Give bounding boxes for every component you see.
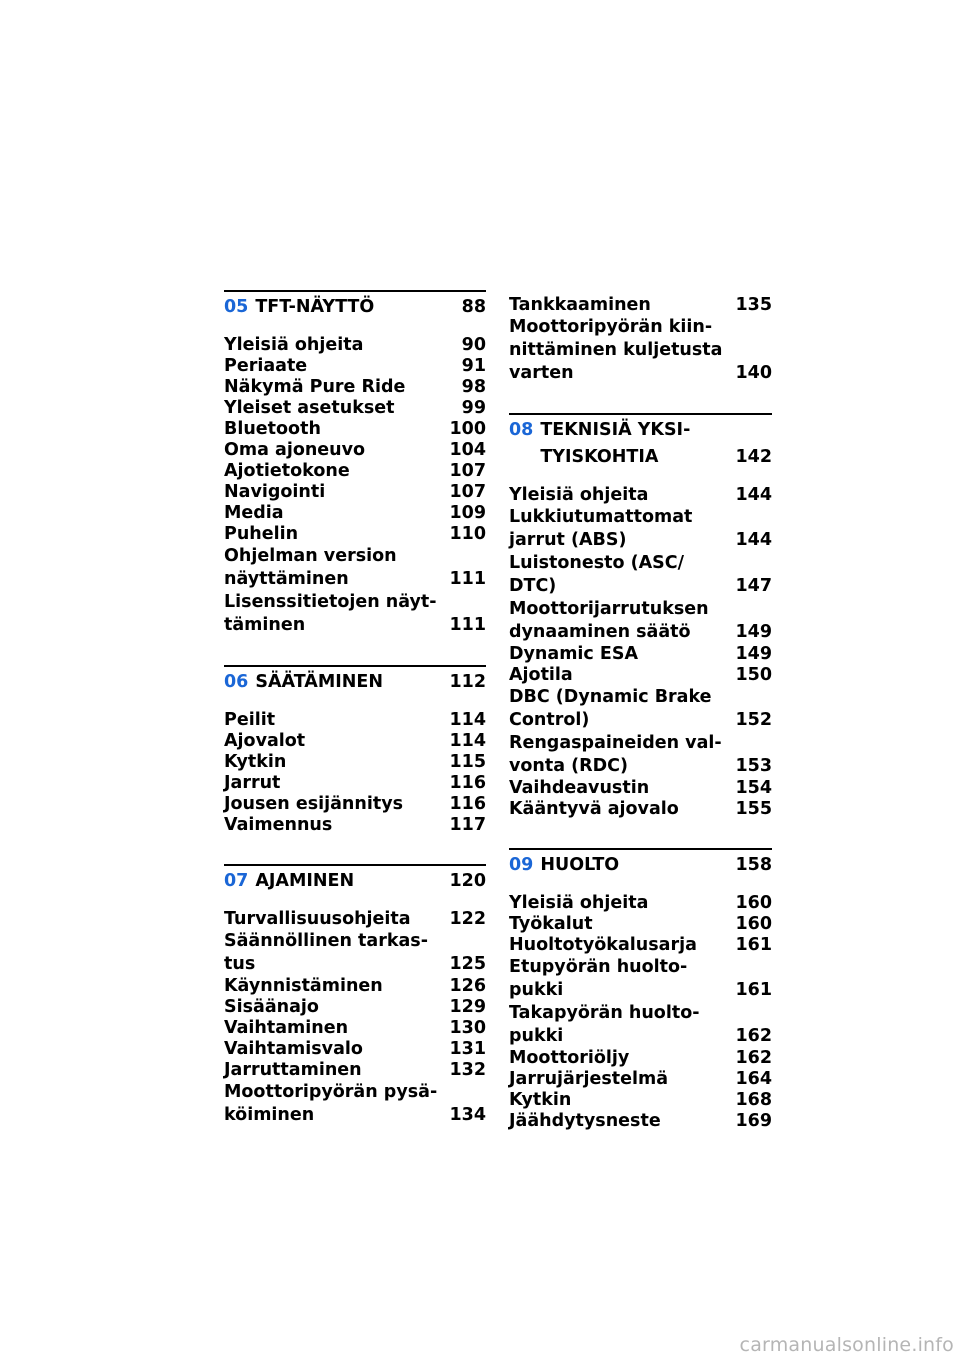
- toc-entry: [224, 731, 486, 752]
- continued-entries: [509, 290, 772, 385]
- section-spacer: [224, 637, 486, 665]
- toc-entry: [509, 935, 772, 956]
- toc-entry: [509, 1069, 772, 1090]
- section-spacer: [509, 820, 772, 848]
- toc-entry-page: 109: [449, 503, 486, 523]
- toc-entry: [509, 295, 772, 316]
- toc-entry: [224, 1039, 486, 1060]
- toc-entry: [224, 930, 486, 976]
- section-heading: [224, 292, 486, 318]
- toc-entry-title: Näkymä Pure Ride: [224, 377, 406, 397]
- toc-entry: [224, 752, 486, 773]
- toc-entry-page: 116: [449, 773, 486, 793]
- toc-left-column: [224, 290, 486, 1127]
- toc-entry-page: 111: [449, 615, 486, 635]
- toc-entry-page: 117: [449, 815, 486, 835]
- toc-entry-page: 140: [735, 363, 772, 383]
- toc-entry-page: 122: [449, 909, 486, 929]
- toc-entry: [224, 1060, 486, 1081]
- heading-spacer: [224, 318, 486, 335]
- section-title-line: TEKNISIÄ YKSI-: [540, 420, 691, 440]
- heading-spacer: [509, 876, 772, 893]
- toc-entry-title: Moottoriöljy: [509, 1048, 630, 1068]
- section-heading-label: [224, 871, 354, 892]
- toc-entry: [224, 398, 486, 419]
- toc-entry: [224, 976, 486, 997]
- toc-entry-page: 99: [461, 398, 486, 418]
- toc-entry: [224, 419, 486, 440]
- toc-entry-page: 162: [735, 1026, 772, 1046]
- toc-entry-title: Turvallisuusohjeita: [224, 909, 411, 929]
- section-heading-label: [509, 855, 619, 876]
- toc-entry-page: 116: [449, 794, 486, 814]
- toc-entry: [224, 335, 486, 356]
- toc-entry: [224, 524, 486, 545]
- toc-entry: [224, 997, 486, 1018]
- toc-entry-page: 114: [449, 731, 486, 751]
- toc-entry-page: 126: [449, 976, 486, 996]
- section-page: 120: [449, 871, 486, 891]
- toc-entry-page: 110: [449, 524, 486, 544]
- section-heading-label: [224, 297, 374, 318]
- toc-entry-page: 149: [735, 622, 772, 642]
- toc-entry-title: DBC (Dynamic Brake Control): [509, 687, 712, 730]
- toc-right-column: [509, 290, 772, 1132]
- toc-entry-page: 160: [735, 893, 772, 913]
- section-number: 06: [224, 672, 249, 692]
- toc-entry-title: Kytkin: [224, 752, 287, 772]
- section-page: 88: [461, 297, 486, 317]
- toc-entry-title: Takapyörän huolto- pukki: [509, 1003, 700, 1046]
- toc-entry: [224, 909, 486, 930]
- toc-entry-title: Jäähdytysneste: [509, 1111, 661, 1131]
- toc-entry-page: 98: [461, 377, 486, 397]
- toc-entry-page: 104: [449, 440, 486, 460]
- toc-entry: [509, 665, 772, 686]
- toc-entry-page: 135: [735, 295, 772, 315]
- toc-entry: [224, 773, 486, 794]
- toc-entry: [509, 316, 772, 385]
- toc-entry-page: 134: [449, 1105, 486, 1125]
- toc-entry-title: Rengaspaineiden val- vonta (RDC): [509, 733, 722, 776]
- toc-entry-title: Etupyörän huolto- pukki: [509, 957, 688, 1000]
- toc-entry-page: 144: [735, 530, 772, 550]
- toc-entry-title: Periaate: [224, 356, 308, 376]
- toc-entry-title: Oma ajoneuvo: [224, 440, 366, 460]
- section-page: 112: [449, 672, 486, 692]
- section-title: [540, 855, 619, 876]
- toc-entry-title: Käynnistäminen: [224, 976, 383, 996]
- toc-entry-page: 160: [735, 914, 772, 934]
- toc-entry-page: 152: [735, 710, 772, 730]
- toc-entry-page: 144: [735, 485, 772, 505]
- section-spacer: [224, 836, 486, 864]
- toc-entry: [509, 686, 772, 732]
- toc-entry: [509, 732, 772, 778]
- toc-entry-title: Ajotila: [509, 665, 573, 685]
- toc-entry: [224, 1018, 486, 1039]
- toc-entry-title: Moottoripyörän kiin- nittäminen kuljetusta varten: [509, 317, 723, 383]
- toc-entry-page: 161: [735, 935, 772, 955]
- section-title-line: HUOLTO: [540, 855, 620, 875]
- toc-entry-page: 150: [735, 665, 772, 685]
- toc-entry-title: Vaimennus: [224, 815, 333, 835]
- toc-entry-page: 132: [449, 1060, 486, 1080]
- toc-entry-title: Moottoripyörän pysä- köiminen: [224, 1082, 438, 1125]
- toc-entry-title: Puhelin: [224, 524, 299, 544]
- section-spacer: [509, 385, 772, 413]
- toc-entry-title: Tankkaaminen: [509, 295, 651, 315]
- watermark: carmanualsonline.info: [739, 1334, 954, 1356]
- toc-entry-title: Ohjelman version näyttäminen: [224, 546, 397, 589]
- toc-entry-title: Jarrut: [224, 773, 281, 793]
- toc-entry-title: Ajotietokone: [224, 461, 350, 481]
- toc-entry: [509, 893, 772, 914]
- toc-entry: [224, 794, 486, 815]
- heading-spacer: [224, 693, 486, 710]
- toc-entry-title: Ajovalot: [224, 731, 306, 751]
- section-heading: [224, 866, 486, 892]
- toc-entry: [509, 506, 772, 552]
- toc-entry: [509, 644, 772, 665]
- toc-entry-page: 161: [735, 980, 772, 1000]
- toc-entry-title: Yleisiä ohjeita: [224, 335, 364, 355]
- toc-entry-page: 153: [735, 756, 772, 776]
- toc-entry-title: Lukkiutumattomat jarrut (ABS): [509, 507, 693, 550]
- toc-entry-page: 147: [735, 576, 772, 596]
- section-number: 07: [224, 871, 249, 891]
- toc-entry-page: 149: [735, 644, 772, 664]
- toc-entry-page: 125: [449, 954, 486, 974]
- toc-entry-title: Vaihtaminen: [224, 1018, 349, 1038]
- toc-entry-title: Peilit: [224, 710, 276, 730]
- toc-entry: [509, 552, 772, 598]
- toc-entry-page: 107: [449, 461, 486, 481]
- section-heading: [509, 415, 772, 468]
- toc-entry-title: Navigointi: [224, 482, 326, 502]
- toc-entry-page: 130: [449, 1018, 486, 1038]
- section-number: 09: [509, 855, 534, 875]
- toc-entry-page: 91: [461, 356, 486, 376]
- toc-entry-page: 131: [449, 1039, 486, 1059]
- toc-entry-title: Säännöllinen tarkas- tus: [224, 931, 428, 974]
- toc-entry-title: Huoltotyökalusarja: [509, 935, 697, 955]
- toc-entry-title: Dynamic ESA: [509, 644, 639, 664]
- section-number: 08: [509, 420, 534, 440]
- toc-entry-title: Kytkin: [509, 1090, 572, 1110]
- toc-entry: [224, 815, 486, 836]
- section-page: 142: [735, 447, 772, 467]
- toc-entry: [224, 377, 486, 398]
- section-heading-label: [224, 672, 383, 693]
- toc-entry-title: Jarruttaminen: [224, 1060, 362, 1080]
- toc-entry: [224, 356, 486, 377]
- toc-entry-title: Työkalut: [509, 914, 593, 934]
- section-heading: [224, 667, 486, 693]
- toc-entry-title: Yleisiä ohjeita: [509, 485, 649, 505]
- toc-entry: [509, 1002, 772, 1048]
- toc-entry: [224, 503, 486, 524]
- toc-entry-title: Media: [224, 503, 284, 523]
- toc-entry-title: Yleisiä ohjeita: [509, 893, 649, 913]
- section-title-line: TYISKOHTIA: [540, 447, 659, 467]
- toc-entry-title: Vaihdeavustin: [509, 778, 650, 798]
- toc-entry-title: Vaihtamisvalo: [224, 1039, 363, 1059]
- toc-entry: [509, 914, 772, 935]
- toc-entry-page: 154: [735, 778, 772, 798]
- toc-entry: [224, 1081, 486, 1127]
- toc-entry: [509, 1111, 772, 1132]
- toc-entry-title: Bluetooth: [224, 419, 321, 439]
- toc-entry-page: 114: [449, 710, 486, 730]
- section-page: 158: [735, 855, 772, 875]
- toc-entry: [509, 778, 772, 799]
- toc-entry-page: 155: [735, 799, 772, 819]
- toc-entry: [509, 1090, 772, 1111]
- toc-entry-title: Yleiset asetukset: [224, 398, 395, 418]
- toc-entry-title: Sisäänajo: [224, 997, 319, 1017]
- toc-entry: [224, 461, 486, 482]
- toc-entry-title: Jarrujärjestelmä: [509, 1069, 669, 1089]
- toc-entry-page: 162: [735, 1048, 772, 1068]
- toc-entry-title: Lisenssitietojen näyt- täminen: [224, 592, 437, 635]
- toc-entry: [224, 545, 486, 591]
- heading-spacer: [509, 468, 772, 485]
- toc-entry: [224, 710, 486, 731]
- section-title: SÄÄTÄMINEN: [255, 672, 383, 692]
- toc-entry: [509, 799, 772, 820]
- toc-entry-page: 90: [461, 335, 486, 355]
- toc-entry: [224, 482, 486, 503]
- toc-entry-page: 107: [449, 482, 486, 502]
- section-title: [540, 420, 690, 468]
- toc-entry: [224, 591, 486, 637]
- section-number: 05: [224, 297, 249, 317]
- toc-entry-page: 111: [449, 569, 486, 589]
- toc-entry-page: 168: [735, 1090, 772, 1110]
- section-heading-label: [509, 420, 690, 468]
- toc-entry: [509, 956, 772, 1002]
- section-title: AJAMINEN: [255, 871, 355, 891]
- toc-entry-title: Luistonesto (ASC/ DTC): [509, 553, 685, 596]
- toc-entry-page: 100: [449, 419, 486, 439]
- toc-entry-title: Moottorijarrutuksen dynaaminen säätö: [509, 599, 709, 642]
- toc-entry: [509, 1048, 772, 1069]
- toc-entry-title: Kääntyvä ajovalo: [509, 799, 679, 819]
- toc-entry: [509, 485, 772, 506]
- toc-entry-page: 169: [735, 1111, 772, 1131]
- toc-entry: [509, 598, 772, 644]
- toc-entry-title: Jousen esijännitys: [224, 794, 404, 814]
- section-title: TFT-NÄYTTÖ: [255, 297, 375, 317]
- toc-entry-page: 164: [735, 1069, 772, 1089]
- toc-entry: [224, 440, 486, 461]
- section-heading: [509, 850, 772, 876]
- toc-entry-page: 129: [449, 997, 486, 1017]
- toc-entry-page: 115: [449, 752, 486, 772]
- heading-spacer: [224, 892, 486, 909]
